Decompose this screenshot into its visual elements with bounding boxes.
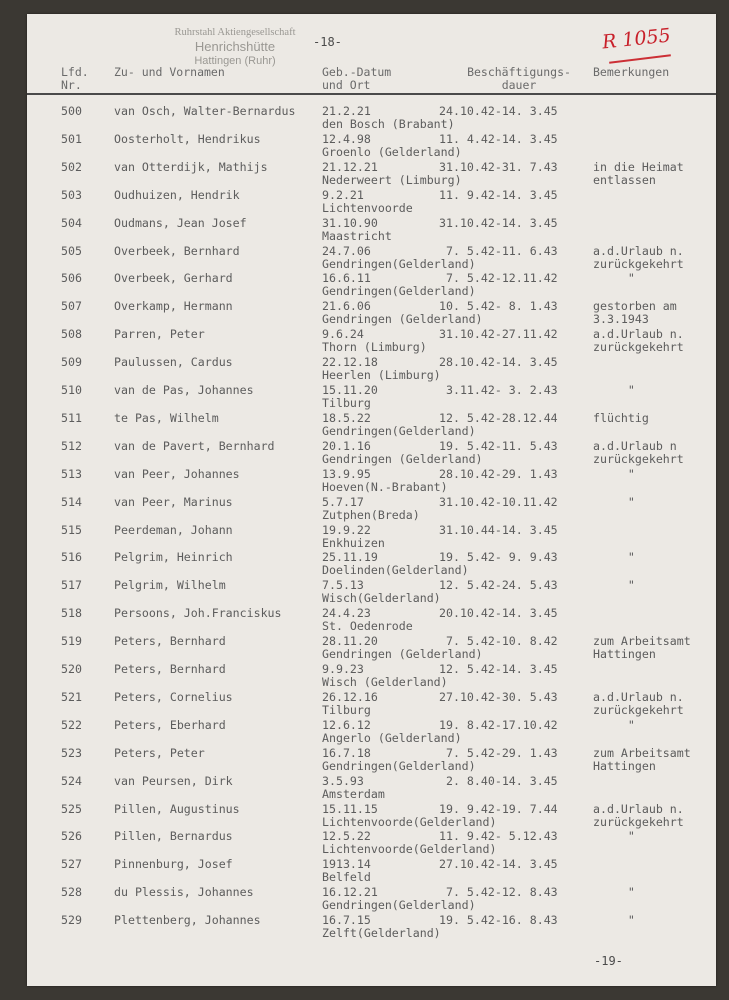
entry-number: 500 [61, 104, 82, 118]
reference-underline [609, 54, 671, 64]
birth-date: 15.11.20 [322, 383, 378, 397]
header-period-line1: Beschäftigungs- [467, 65, 571, 79]
birth-place: Nederweert (Limburg) [322, 172, 462, 187]
table-row [27, 412, 716, 440]
birth-date: 20.1.16 [322, 438, 371, 453]
entry-number: 514 [61, 494, 82, 509]
table-row [27, 551, 716, 579]
entry-number: 505 [61, 243, 82, 258]
birth-date: 7.5.13 [322, 578, 364, 593]
page-number: -18- [313, 35, 342, 49]
table-row [27, 356, 716, 384]
employment-period: 31.10.42-10.11.42 [439, 494, 558, 509]
employee-name: Overbeek, Gerhard [114, 271, 233, 286]
birth-date: 31.10.90 [322, 215, 378, 230]
entry-number: 516 [61, 550, 82, 565]
employee-name: Oosterholt, Hendrikus [114, 131, 261, 146]
table-row [27, 217, 716, 245]
remark-line1: a.d.Urlaub n. [593, 243, 684, 258]
employee-name: Parren, Peter [114, 327, 205, 342]
employee-name: Pinnenburg, Josef [114, 857, 233, 872]
birth-place: Groenlo (Gelderland) [322, 144, 462, 159]
birth-date: 25.11.19 [322, 550, 378, 565]
birth-place: Tilburg [322, 396, 371, 410]
birth-date: 18.5.22 [322, 410, 371, 425]
employee-name: Paulussen, Cardus [114, 355, 233, 370]
employee-name: van Peer, Marinus [114, 494, 233, 509]
birth-place: Gendringen(Gelderland) [322, 758, 476, 773]
table-row [27, 914, 716, 942]
table-row [27, 384, 716, 412]
remark-line1: " [593, 885, 635, 900]
employment-period: 11. 9.42- 5.12.43 [439, 829, 558, 844]
table-row [27, 161, 716, 189]
table-row [27, 747, 716, 775]
employment-period: 19. 5.42-16. 8.43 [439, 913, 558, 928]
table-row [27, 496, 716, 524]
employee-name: Peters, Peter [114, 745, 205, 760]
remark-line1: gestorben am [593, 299, 677, 314]
birth-place: Zutphen(Breda) [322, 507, 420, 522]
entry-number: 518 [61, 606, 82, 621]
entry-number: 502 [61, 159, 82, 174]
employee-name: van de Pas, Johannes [114, 383, 254, 397]
remark-line1: " [593, 913, 635, 928]
remark-line1: in die Heimat [593, 159, 684, 174]
table-row [27, 300, 716, 328]
birth-place: Gendringen(Gelderland) [322, 423, 476, 438]
table-row [27, 886, 716, 914]
employment-period: 11. 9.42-14. 3.45 [439, 187, 558, 202]
employee-name: van Osch, Walter-Bernardus [114, 104, 296, 118]
entry-number: 515 [61, 522, 82, 537]
entry-number: 508 [61, 327, 82, 342]
table-row [27, 524, 716, 552]
employee-name: Peters, Cornelius [114, 689, 233, 704]
employee-name: van Otterdijk, Mathijs [114, 159, 268, 174]
birth-place: Gendringen (Gelderland) [322, 451, 483, 466]
stamp-line: Hattingen (Ruhr) [194, 55, 276, 67]
birth-date: 16.7.18 [322, 745, 371, 760]
employee-name: Oudhuizen, Hendrik [114, 187, 240, 202]
header-period-line2: dauer [501, 78, 537, 92]
header-birth-line2: und Ort [322, 78, 371, 92]
birth-place: Gendringen (Gelderland) [322, 312, 483, 327]
employment-period: 27.10.42-30. 5.43 [439, 689, 558, 704]
header-birth [322, 66, 391, 92]
employee-name: Peters, Bernhard [114, 634, 226, 649]
entry-number: 509 [61, 355, 82, 370]
remark-line1: a.d.Urlaub n. [593, 801, 684, 816]
remark-line1: flüchtig [593, 410, 649, 425]
employee-name: Peters, Bernhard [114, 662, 226, 676]
birth-place: Wisch(Gelderland) [322, 591, 441, 606]
table-row [27, 663, 716, 691]
birth-date: 12.5.22 [322, 829, 371, 844]
entry-number: 512 [61, 438, 82, 453]
entry-number: 523 [61, 745, 82, 760]
employment-period: 31.10.44-14. 3.45 [439, 522, 558, 537]
table-row [27, 328, 716, 356]
employment-period: 19. 5.42- 9. 9.43 [439, 550, 558, 565]
table-row [27, 691, 716, 719]
birth-date: 19.9.22 [322, 522, 371, 537]
table-row [27, 105, 716, 133]
entry-number: 524 [61, 773, 82, 788]
employment-period: 19. 8.42-17.10.42 [439, 717, 558, 732]
entry-number: 529 [61, 913, 82, 928]
remark-line2: zurückgekehrt [593, 451, 684, 466]
table-row [27, 245, 716, 273]
employment-period: 7. 5.42-11. 6.43 [439, 243, 558, 258]
employment-period: 12. 5.42-14. 3.45 [439, 662, 558, 676]
table-row [27, 719, 716, 747]
employment-period: 11. 4.42-14. 3.45 [439, 131, 558, 146]
employee-name: Pelgrim, Heinrich [114, 550, 233, 565]
employee-name: Pillen, Bernardus [114, 829, 233, 844]
remark-line1: a.d.Urlaub n. [593, 327, 684, 342]
employee-name: Oudmans, Jean Josef [114, 215, 247, 230]
birth-place: Angerlo (Gelderland) [322, 730, 462, 745]
birth-place: Hoeven(N.-Brabant) [322, 479, 448, 494]
birth-place: Lichtenvoorde(Gelderland) [322, 842, 497, 857]
employee-name: Plettenberg, Johannes [114, 913, 261, 928]
entry-number: 507 [61, 299, 82, 314]
birth-place: Wisch (Gelderland) [322, 675, 448, 689]
header-birth-line1: Geb.-Datum [322, 65, 392, 79]
birth-date: 16.6.11 [322, 271, 371, 286]
employment-period: 27.10.42-14. 3.45 [439, 857, 558, 872]
employment-period: 28.10.42-29. 1.43 [439, 466, 558, 481]
remark-line1: a.d.Urlaub n [593, 438, 677, 453]
remark-line1: zum Arbeitsamt [593, 634, 691, 649]
birth-place: Doelinden(Gelderland) [322, 563, 469, 578]
birth-date: 13.9.95 [322, 466, 371, 481]
birth-date: 21.6.06 [322, 299, 371, 314]
remark-line2: Hattingen [593, 647, 656, 662]
remark-line1: " [593, 717, 635, 732]
birth-date: 24.7.06 [322, 243, 371, 258]
table-row [27, 133, 716, 161]
birth-date: 24.4.23 [322, 606, 371, 621]
remark-line2: entlassen [593, 172, 656, 187]
entry-number: 525 [61, 801, 82, 816]
document-page [27, 14, 716, 986]
birth-date: 21.12.21 [322, 159, 378, 174]
birth-place: Amsterdam [322, 786, 385, 801]
employment-period: 3.11.42- 3. 2.43 [439, 383, 558, 397]
employment-period: 12. 5.42-24. 5.43 [439, 578, 558, 593]
employee-name: te Pas, Wilhelm [114, 410, 219, 425]
birth-date: 15.11.15 [322, 801, 378, 816]
birth-date: 5.7.17 [322, 494, 364, 509]
remark-line1: " [593, 578, 635, 593]
remark-line1: a.d.Urlaub n. [593, 689, 684, 704]
stamp-line: Henrichshütte [194, 39, 276, 54]
entry-number: 501 [61, 131, 82, 146]
employment-period: 31.10.42-31. 7.43 [439, 159, 558, 174]
birth-date: 9.2.21 [322, 187, 364, 202]
archive-reference: R 1055 [601, 24, 672, 54]
employee-name: Pelgrim, Wilhelm [114, 578, 226, 593]
entry-number: 527 [61, 857, 82, 872]
table-row [27, 803, 716, 831]
birth-date: 28.11.20 [322, 634, 378, 649]
birth-place: Gendringen(Gelderland) [322, 898, 476, 913]
table-row [27, 440, 716, 468]
employee-name: van Peer, Johannes [114, 466, 240, 481]
remark-line1: " [593, 829, 635, 844]
entry-number: 513 [61, 466, 82, 481]
header-lfd [61, 66, 89, 92]
entry-number: 528 [61, 885, 82, 900]
employee-name: Peerdeman, Johann [114, 522, 233, 537]
remark-line2: zurückgekehrt [593, 702, 684, 717]
entry-number: 506 [61, 271, 82, 286]
entry-number: 504 [61, 215, 82, 230]
table-row [27, 468, 716, 496]
birth-date: 22.12.18 [322, 355, 378, 370]
entry-number: 510 [61, 383, 82, 397]
birth-date: 16.12.21 [322, 885, 378, 900]
employment-period: 19. 9.42-19. 7.44 [439, 801, 558, 816]
remark-line1: " [593, 466, 635, 481]
birth-place: Gendringen(Gelderland) [322, 256, 476, 271]
employment-period: 7. 5.42-12.11.42 [439, 271, 558, 286]
next-page-number: -19- [594, 954, 623, 968]
table-row [27, 775, 716, 803]
table-row [27, 830, 716, 858]
employment-period: 7. 5.42-10. 8.42 [439, 634, 558, 649]
remark-line2: 3.3.1943 [593, 312, 649, 327]
birth-place: Heerlen (Limburg) [322, 368, 441, 383]
entry-number: 520 [61, 662, 82, 676]
employee-name: du Plessis, Johannes [114, 885, 254, 900]
remark-line1: " [593, 550, 635, 565]
employment-period: 2. 8.40-14. 3.45 [439, 773, 558, 788]
remark-line2: zurückgekehrt [593, 256, 684, 271]
employee-name: Overbeek, Bernhard [114, 243, 240, 258]
entry-number: 521 [61, 689, 82, 704]
header-lfd-line1: Lfd. [61, 65, 89, 79]
birth-date: 26.12.16 [322, 689, 378, 704]
employee-name: Peters, Eberhard [114, 717, 226, 732]
header-rule [27, 93, 716, 95]
header-lfd-line2: Nr. [61, 78, 82, 92]
employment-period: 19. 5.42-11. 5.43 [439, 438, 558, 453]
entry-number: 522 [61, 717, 82, 732]
header-name: Zu- und Vornamen [114, 65, 225, 79]
birth-date: 1913.14 [322, 857, 371, 872]
birth-date: 3.5.93 [322, 773, 364, 788]
table-row [27, 272, 716, 300]
birth-date: 16.7.15 [322, 913, 371, 928]
birth-place: Belfeld [322, 870, 371, 885]
entry-number: 526 [61, 829, 82, 844]
birth-place: Maastricht [322, 228, 392, 243]
birth-place: Zelft(Gelderland) [322, 926, 441, 941]
remark-line1: " [593, 494, 635, 509]
birth-place: St. Oedenrode [322, 619, 413, 634]
birth-place: Lichtenvoorde(Gelderland) [322, 814, 497, 829]
entry-number: 517 [61, 578, 82, 593]
employment-period: 24.10.42-14. 3.45 [439, 104, 558, 118]
remark-line2: Hattingen [593, 758, 656, 773]
birth-date: 9.9.23 [322, 662, 364, 676]
employee-name: Persoons, Joh.Franciskus [114, 606, 282, 621]
employment-period: 28.10.42-14. 3.45 [439, 355, 558, 370]
table-row [27, 858, 716, 886]
remark-line1: zum Arbeitsamt [593, 745, 691, 760]
remark-line1: " [593, 271, 635, 286]
birth-date: 12.6.12 [322, 717, 371, 732]
employment-period: 31.10.42-14. 3.45 [439, 215, 558, 230]
employment-period: 31.10.42-27.11.42 [439, 327, 558, 342]
table-row [27, 635, 716, 663]
birth-place: Enkhuizen [322, 535, 385, 550]
remark-line2: zurückgekehrt [593, 814, 684, 829]
table-row [27, 189, 716, 217]
employment-period: 20.10.42-14. 3.45 [439, 606, 558, 621]
header-period [455, 66, 583, 92]
birth-date: 12.4.98 [322, 131, 371, 146]
employment-period: 7. 5.42-29. 1.43 [439, 745, 558, 760]
table-row [27, 579, 716, 607]
table-row [27, 607, 716, 635]
header-remarks: Bemerkungen [593, 65, 670, 79]
employment-period: 7. 5.42-12. 8.43 [439, 885, 558, 900]
entry-number: 503 [61, 187, 82, 202]
remark-line2: zurückgekehrt [593, 340, 684, 355]
birth-place: den Bosch (Brabant) [322, 117, 455, 131]
company-stamp [150, 26, 320, 68]
birth-place: Gendringen (Gelderland) [322, 647, 483, 662]
entry-number: 511 [61, 410, 82, 425]
remark-line1: " [593, 383, 635, 397]
birth-place: Tilburg [322, 702, 371, 717]
birth-place: Gendringen(Gelderland) [322, 284, 476, 299]
employee-name: Pillen, Augustinus [114, 801, 240, 816]
employment-period: 12. 5.42-28.12.44 [439, 410, 558, 425]
employee-name: van Peursen, Dirk [114, 773, 233, 788]
employee-name: Overkamp, Hermann [114, 299, 233, 314]
birth-date: 9.6.24 [322, 327, 364, 342]
employee-name: van de Pavert, Bernhard [114, 438, 275, 453]
stamp-line: Ruhrstahl Aktiengesellschaft [174, 27, 296, 38]
birth-place: Thorn (Limburg) [322, 340, 427, 355]
entry-number: 519 [61, 634, 82, 649]
birth-date: 21.2.21 [322, 104, 371, 118]
employment-period: 10. 5.42- 8. 1.43 [439, 299, 558, 314]
birth-place: Lichtenvoorde [322, 200, 413, 215]
